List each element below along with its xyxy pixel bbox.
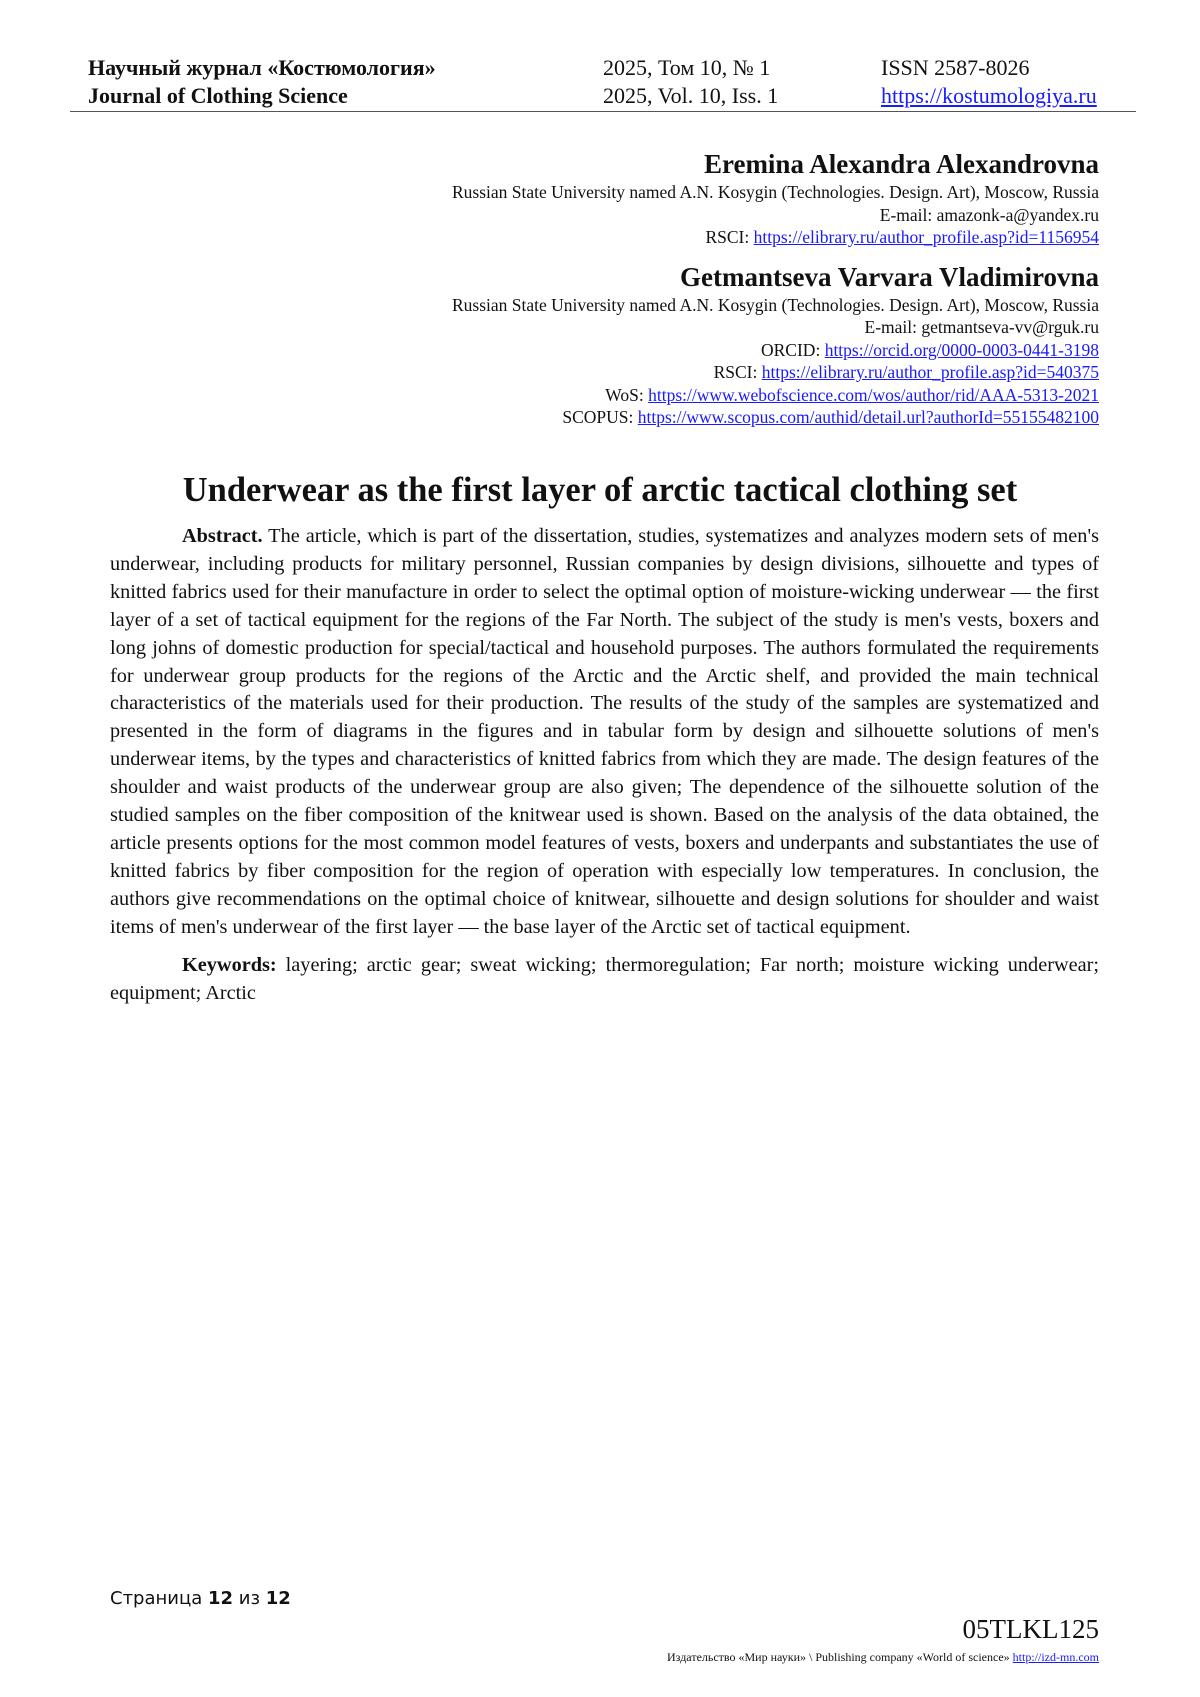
journal-url-link[interactable]: https://kostumologiya.ru bbox=[881, 83, 1097, 108]
page-prefix: Страница bbox=[110, 1588, 208, 1609]
journal-title-ru: Научный журнал «Костюмология» bbox=[88, 55, 436, 80]
publisher-link[interactable]: http://izd-mn.com bbox=[1012, 1650, 1099, 1664]
rsci-link[interactable]: https://elibrary.ru/author_profile.asp?id=1156954 bbox=[753, 227, 1099, 247]
author-rsci bbox=[300, 226, 1099, 249]
abstract-paragraph bbox=[110, 523, 1099, 942]
issn: ISSN 2587-8026 bbox=[881, 55, 1030, 80]
keywords-text: layering; arctic gear; sweat wicking; thermoregulation; Far north; moisture wicking underwear; equipment; Arctic bbox=[110, 953, 1099, 1004]
page-middle: из bbox=[233, 1588, 266, 1609]
author-name: Getmantseva Varvara Vladimirovna bbox=[679, 261, 1099, 292]
author-orcid bbox=[300, 339, 1099, 362]
volume-en: 2025, Vol. 10, Iss. 1 bbox=[603, 83, 779, 108]
author-email: E-mail: getmantseva-vv@rguk.ru bbox=[864, 317, 1099, 337]
scopus-label: SCOPUS: bbox=[562, 407, 634, 427]
author-2 bbox=[300, 260, 1099, 429]
publisher-line bbox=[667, 1649, 1099, 1665]
wos-link[interactable]: https://www.webofscience.com/wos/author/rid/AAA-5313-2021 bbox=[648, 384, 1099, 405]
author-scopus bbox=[300, 406, 1099, 429]
author-affiliation: Russian State University named A.N. Kosygin (Technologies. Design. Art), Moscow, Russia bbox=[451, 294, 1099, 315]
article-code: 05TLKL125 bbox=[962, 1614, 1099, 1644]
author-wos bbox=[300, 384, 1099, 407]
header-row-en bbox=[88, 82, 1120, 110]
page-current: 12 bbox=[207, 1588, 234, 1609]
article-title: Underwear as the first layer of arctic tactical clothing set bbox=[182, 471, 1018, 509]
wos-label: WoS: bbox=[605, 384, 644, 405]
publisher-text: Издательство «Мир науки» \ Publishing company «World of science» bbox=[667, 1650, 1013, 1664]
author-name: Eremina Alexandra Alexandrovna bbox=[703, 149, 1099, 179]
header-row-ru bbox=[88, 54, 1120, 82]
abstract-section bbox=[110, 523, 1099, 1007]
orcid-link[interactable]: https://orcid.org/0000-0003-0441-3198 bbox=[824, 339, 1099, 360]
author-rsci bbox=[300, 361, 1099, 384]
rsci-label: RSCI: bbox=[713, 362, 758, 382]
author-list bbox=[300, 147, 1099, 440]
abstract-text: The article, which is part of the dissertation, studies, systematizes and analyzes modern sets of men's underwear, including products for military personnel, Russian companies by design divisions, silhouette and types of knitted fabrics used for their manufacture in order to select the optimal option of moisture-wicking underwear — the first layer of a set of tactical equipment for the regions of the Far North. The subject of the study is men's vests, boxers and long johns of domestic production for special/tactical and household purposes. The authors formulated the requirements for underwear group products for the regions of the Arctic and the Arctic shelf, and provided the main technical characteristics of the materials used for their production. The results of the study of the samples are systematized and presented in the form of diagrams in the figures and in tabular form by design and silhouette solutions of men's underwear items, by the types and characteristics of knitted fabrics from which they are made. The design features of the shoulder and waist products of the underwear group are also given; The dependence of the silhouette solution of the studied samples on the fiber composition of the knitwear used is shown. Based on the analysis of the data obtained, the article presents options for the most common model features of vests, boxers and underpants and substantiates the use of knitted fabrics by fiber composition for the region of operation with especially low temperatures. In conclusion, the authors give recommendations on the optimal choice of knitwear, silhouette and design solutions for shoulder and waist items of men's underwear of the first layer — the base layer of the Arctic set of tactical equipment. bbox=[110, 525, 1099, 938]
keywords-paragraph bbox=[110, 952, 1099, 1008]
scopus-link[interactable]: https://www.scopus.com/authid/detail.url?authorId=55155482100 bbox=[637, 407, 1099, 427]
rsci-link[interactable]: https://elibrary.ru/author_profile.asp?id=540375 bbox=[761, 362, 1099, 382]
running-header bbox=[88, 54, 1120, 110]
orcid-label: ORCID: bbox=[761, 339, 821, 360]
rsci-label: RSCI: bbox=[705, 227, 750, 247]
page-total: 12 bbox=[265, 1588, 291, 1609]
author-affiliation: Russian State University named A.N. Kosygin (Technologies. Design. Art), Moscow, Russia bbox=[451, 182, 1099, 202]
volume-ru: 2025, Том 10, № 1 bbox=[603, 55, 771, 80]
page-number bbox=[110, 1588, 291, 1609]
journal-title-en: Journal of Clothing Science bbox=[88, 83, 348, 108]
header-divider bbox=[70, 111, 1136, 112]
abstract-label: Abstract. bbox=[182, 525, 263, 547]
keywords-label: Keywords: bbox=[182, 953, 277, 976]
author-email: E-mail: amazonk-a@yandex.ru bbox=[879, 204, 1099, 225]
author-1 bbox=[300, 147, 1099, 249]
